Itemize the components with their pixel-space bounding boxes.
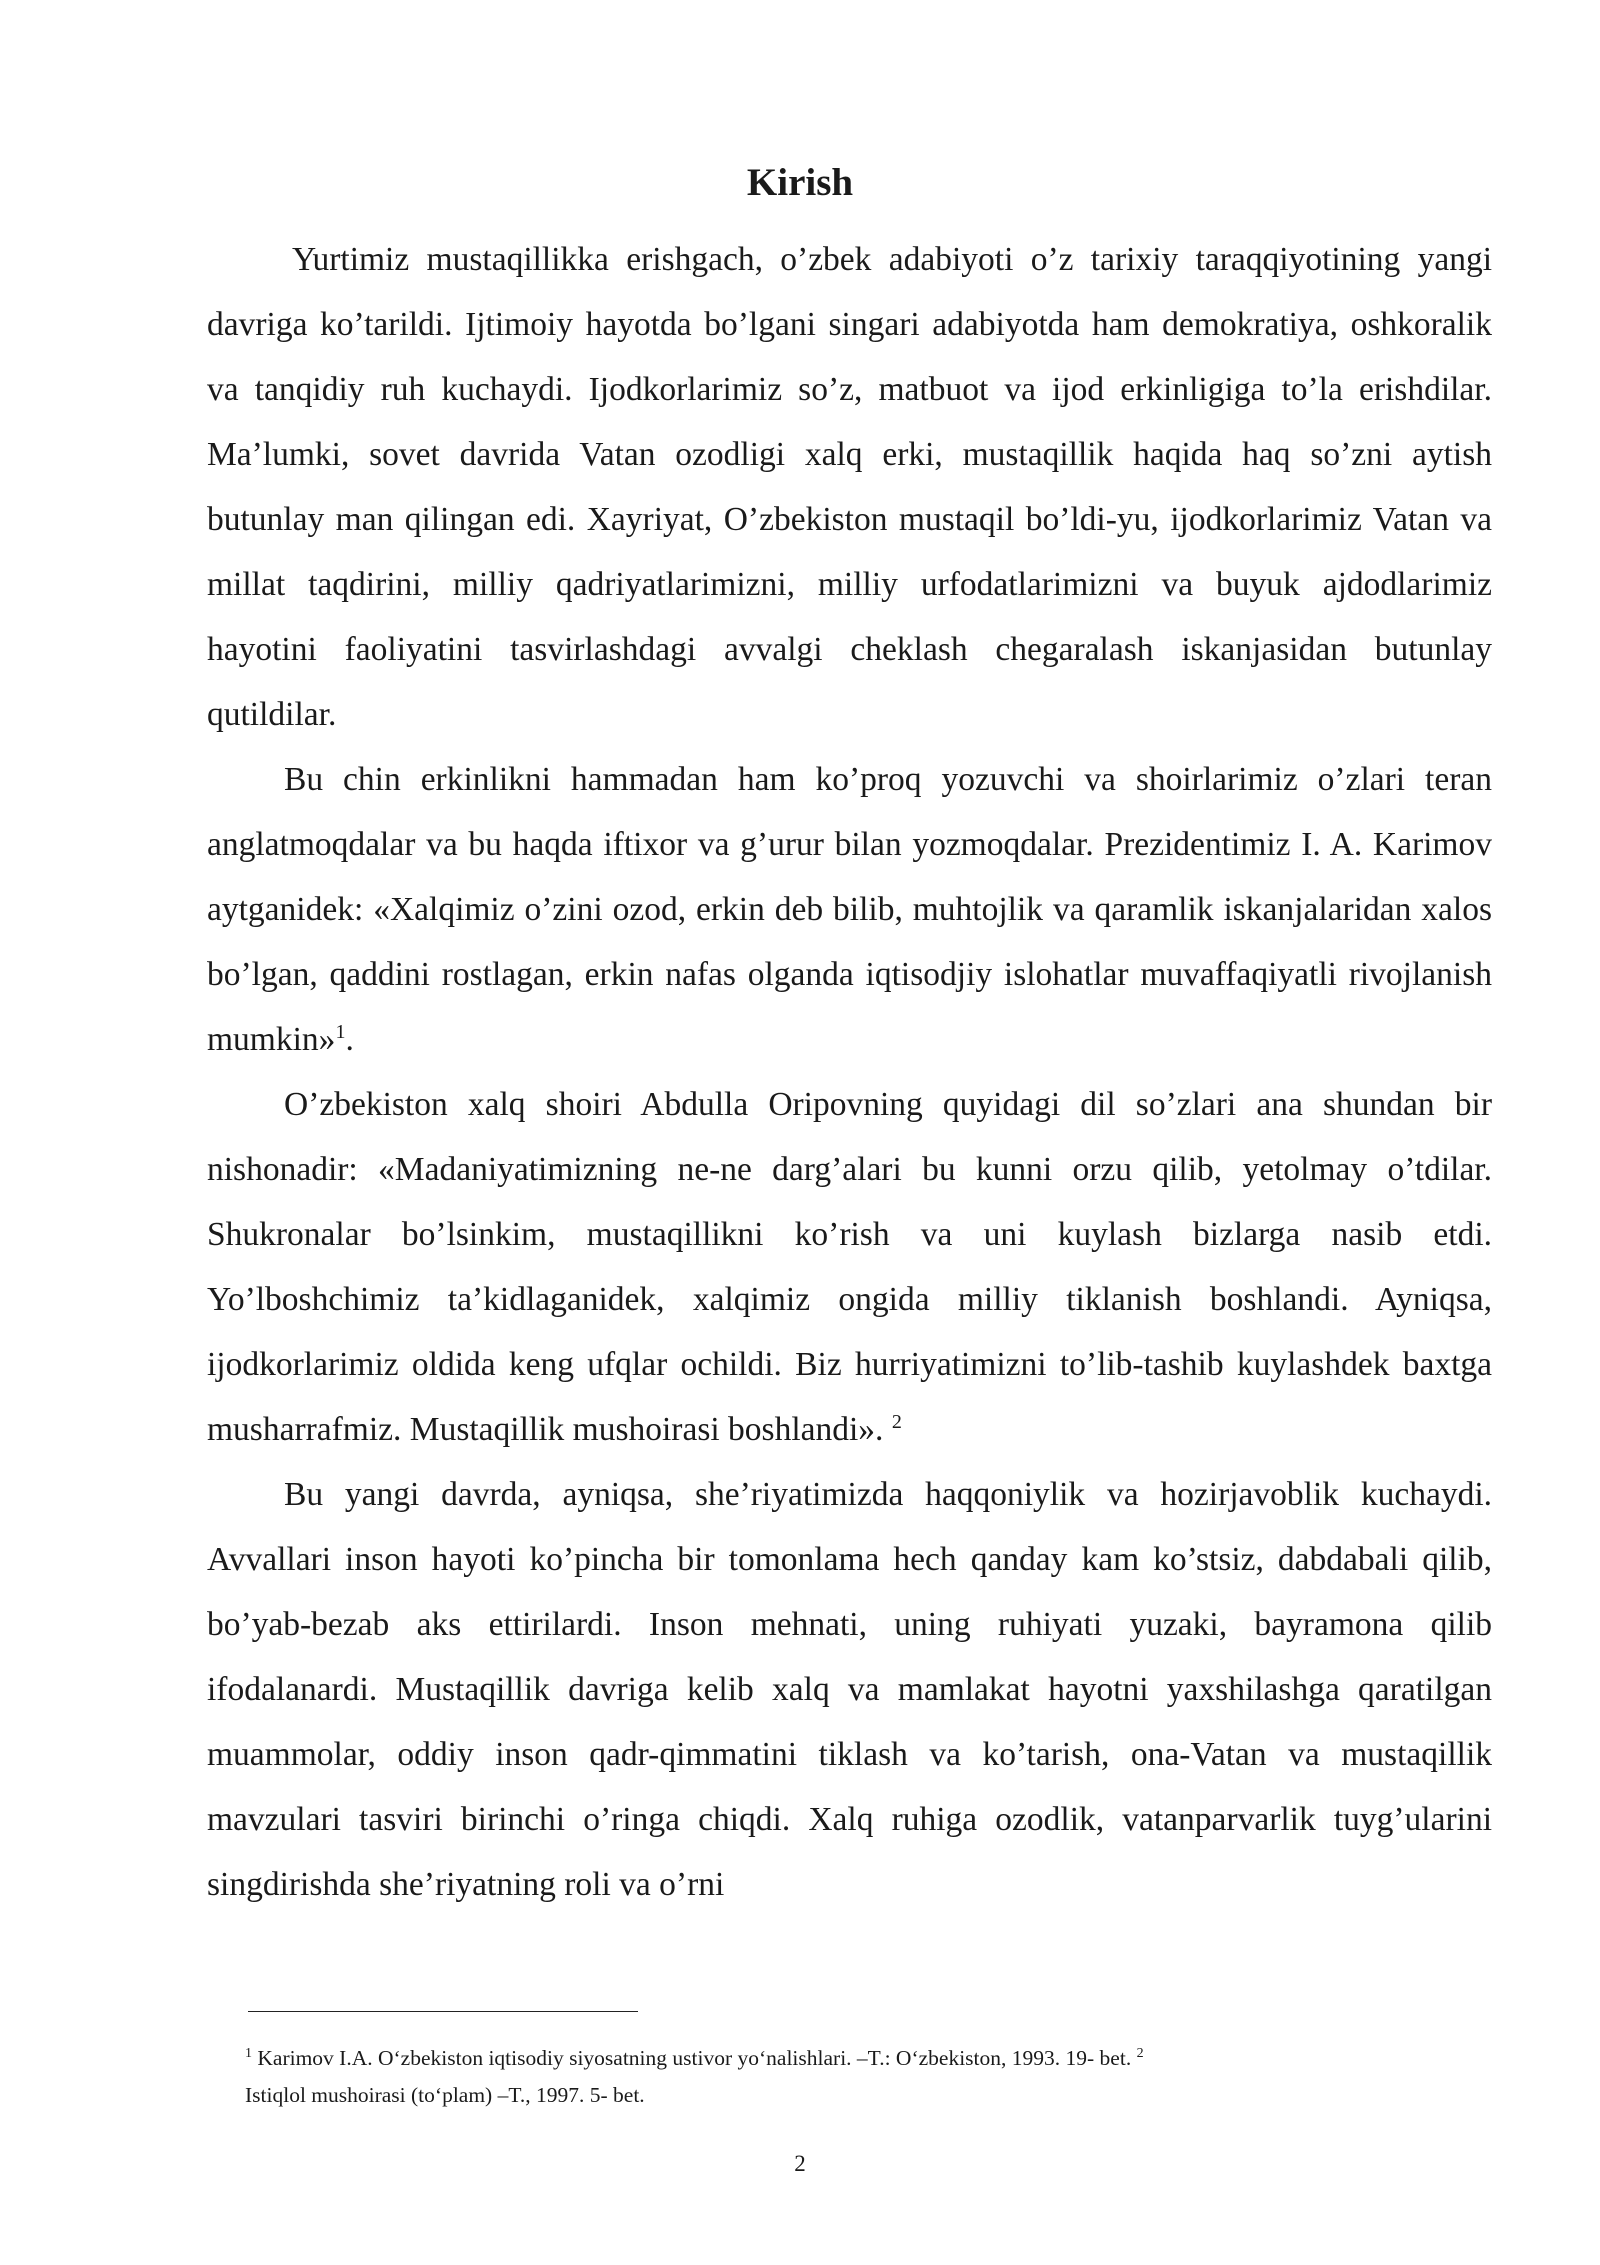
body-text bbox=[207, 227, 1492, 1917]
footnote-mark: 1 bbox=[245, 2045, 252, 2061]
paragraph bbox=[207, 227, 1492, 747]
page-title: Kirish bbox=[746, 161, 854, 204]
paragraph-text: O’zbekiston xalq shoiri Abdulla Oripovning quyidagi dil so’zlari ana shundan bir nishonadir: «Madaniyatimizning ne-ne darg’alari bu kunni orzu qilib, yetolmay o’tdilar. Shukronalar bo’lsinkim, mustaqillikni ko’rish va uni kuylash bizlarga nasib etdi. Yo’lboshchimiz ta’kidlaganidek, xalqimiz ongida milliy tiklanish boshlandi. Ayniqsa, ijodkorlarimiz oldida keng ufqlar ochildi. Biz hurriyatimizni to’lib-tashib kuylashdek baxtga musharrafmiz. Mustaqillik mushoirasi boshlandi». bbox=[207, 1086, 1492, 1448]
footnotes bbox=[245, 2040, 1425, 2114]
paragraph bbox=[207, 747, 1492, 1072]
footnote-text: Karimov I.A. O‘zbekiston iqtisodiy siyosatning ustivor yo‘nalishlari. –T.: O‘zbekiston, 1993. 19- bet. bbox=[257, 2046, 1132, 2070]
footnote-ref[interactable]: 2 bbox=[891, 1410, 902, 1433]
paragraph-end: . bbox=[345, 1021, 354, 1058]
footnote-mark: 2 bbox=[1136, 2045, 1144, 2061]
footnote-ref[interactable]: 1 bbox=[335, 1020, 346, 1043]
footnote-text: Istiqlol mushoirasi (to‘plam) –T., 1997. 5- bet. bbox=[245, 2083, 645, 2107]
paragraph bbox=[207, 1462, 1492, 1917]
paragraph-text: Yurtimiz mustaqillikka erishgach, o’zbek adabiyoti o’z tarixiy taraqqiyotining yangi davriga ko’tarildi. Ijtimoiy hayotda bo’lgani singari adabiyotda ham demokratiya, oshkoralik va tanqidiy ruh kuchaydi. Ijodkorlarimiz so’z, matbuot va ijod erkinligiga to’la erishdilar. Ma’lumki, sovet davrida Vatan ozodligi xalq erki, mustaqillik haqida haq so’zni aytish butunlay man qilingan edi. Xayriyat, O’zbekiston mustaqil bo’ldi-yu, ijodkorlarimiz Vatan va millat taqdirini, milliy qadriyatlarimizni, milliy urfodatlarimizni va buyuk ajdodlarimiz hayotini faoliyatini tasvirlashdagi avvalgi cheklash chegaralash iskanjasidan butunlay qutildilar. bbox=[207, 241, 1492, 733]
footnote-separator bbox=[248, 2011, 638, 2012]
paragraph bbox=[207, 1072, 1492, 1462]
page-number: 2 bbox=[794, 2151, 806, 2176]
paragraph-text: Bu yangi davrda, ayniqsa, she’riyatimizda haqqoniylik va hozirjavoblik kuchaydi. Avvallari inson hayoti ko’pincha bir tomonlama hech qanday kam ko’stsiz, dabdabali qilib, bo’yab-bezab aks ettirilardi. Inson mehnati, uning ruhiyati yuzaki, bayramona qilib ifodalanardi. Mustaqillik davriga kelib xalq va mamlakat hayotni yaxshilashga qaratilgan muammolar, oddiy inson qadr-qimmatini tiklash va ko’tarish, ona-Vatan va mustaqillik mavzulari tasviri birinchi o’ringa chiqdi. Xalq ruhiga ozodlik, vatanparvarlik tuyg’ularini singdirishda she’riyatning roli va o’rni bbox=[207, 1476, 1492, 1903]
paragraph-text: Bu chin erkinlikni hammadan ham ko’proq yozuvchi va shoirlarimiz o’zlari teran anglatmoqdalar va bu haqda iftixor va g’urur bilan yozmoqdalar. Prezidentimiz I. A. Karimov aytganidek: «Xalqimiz o’zini ozod, erkin deb bilib, muhtojlik va qaramlik iskanjalaridan xalos bo’lgan, qaddini rostlagan, erkin nafas olganda iqtisodjiy islohatlar muvaffaqiyatli rivojlanish mumkin» bbox=[207, 761, 1492, 1058]
